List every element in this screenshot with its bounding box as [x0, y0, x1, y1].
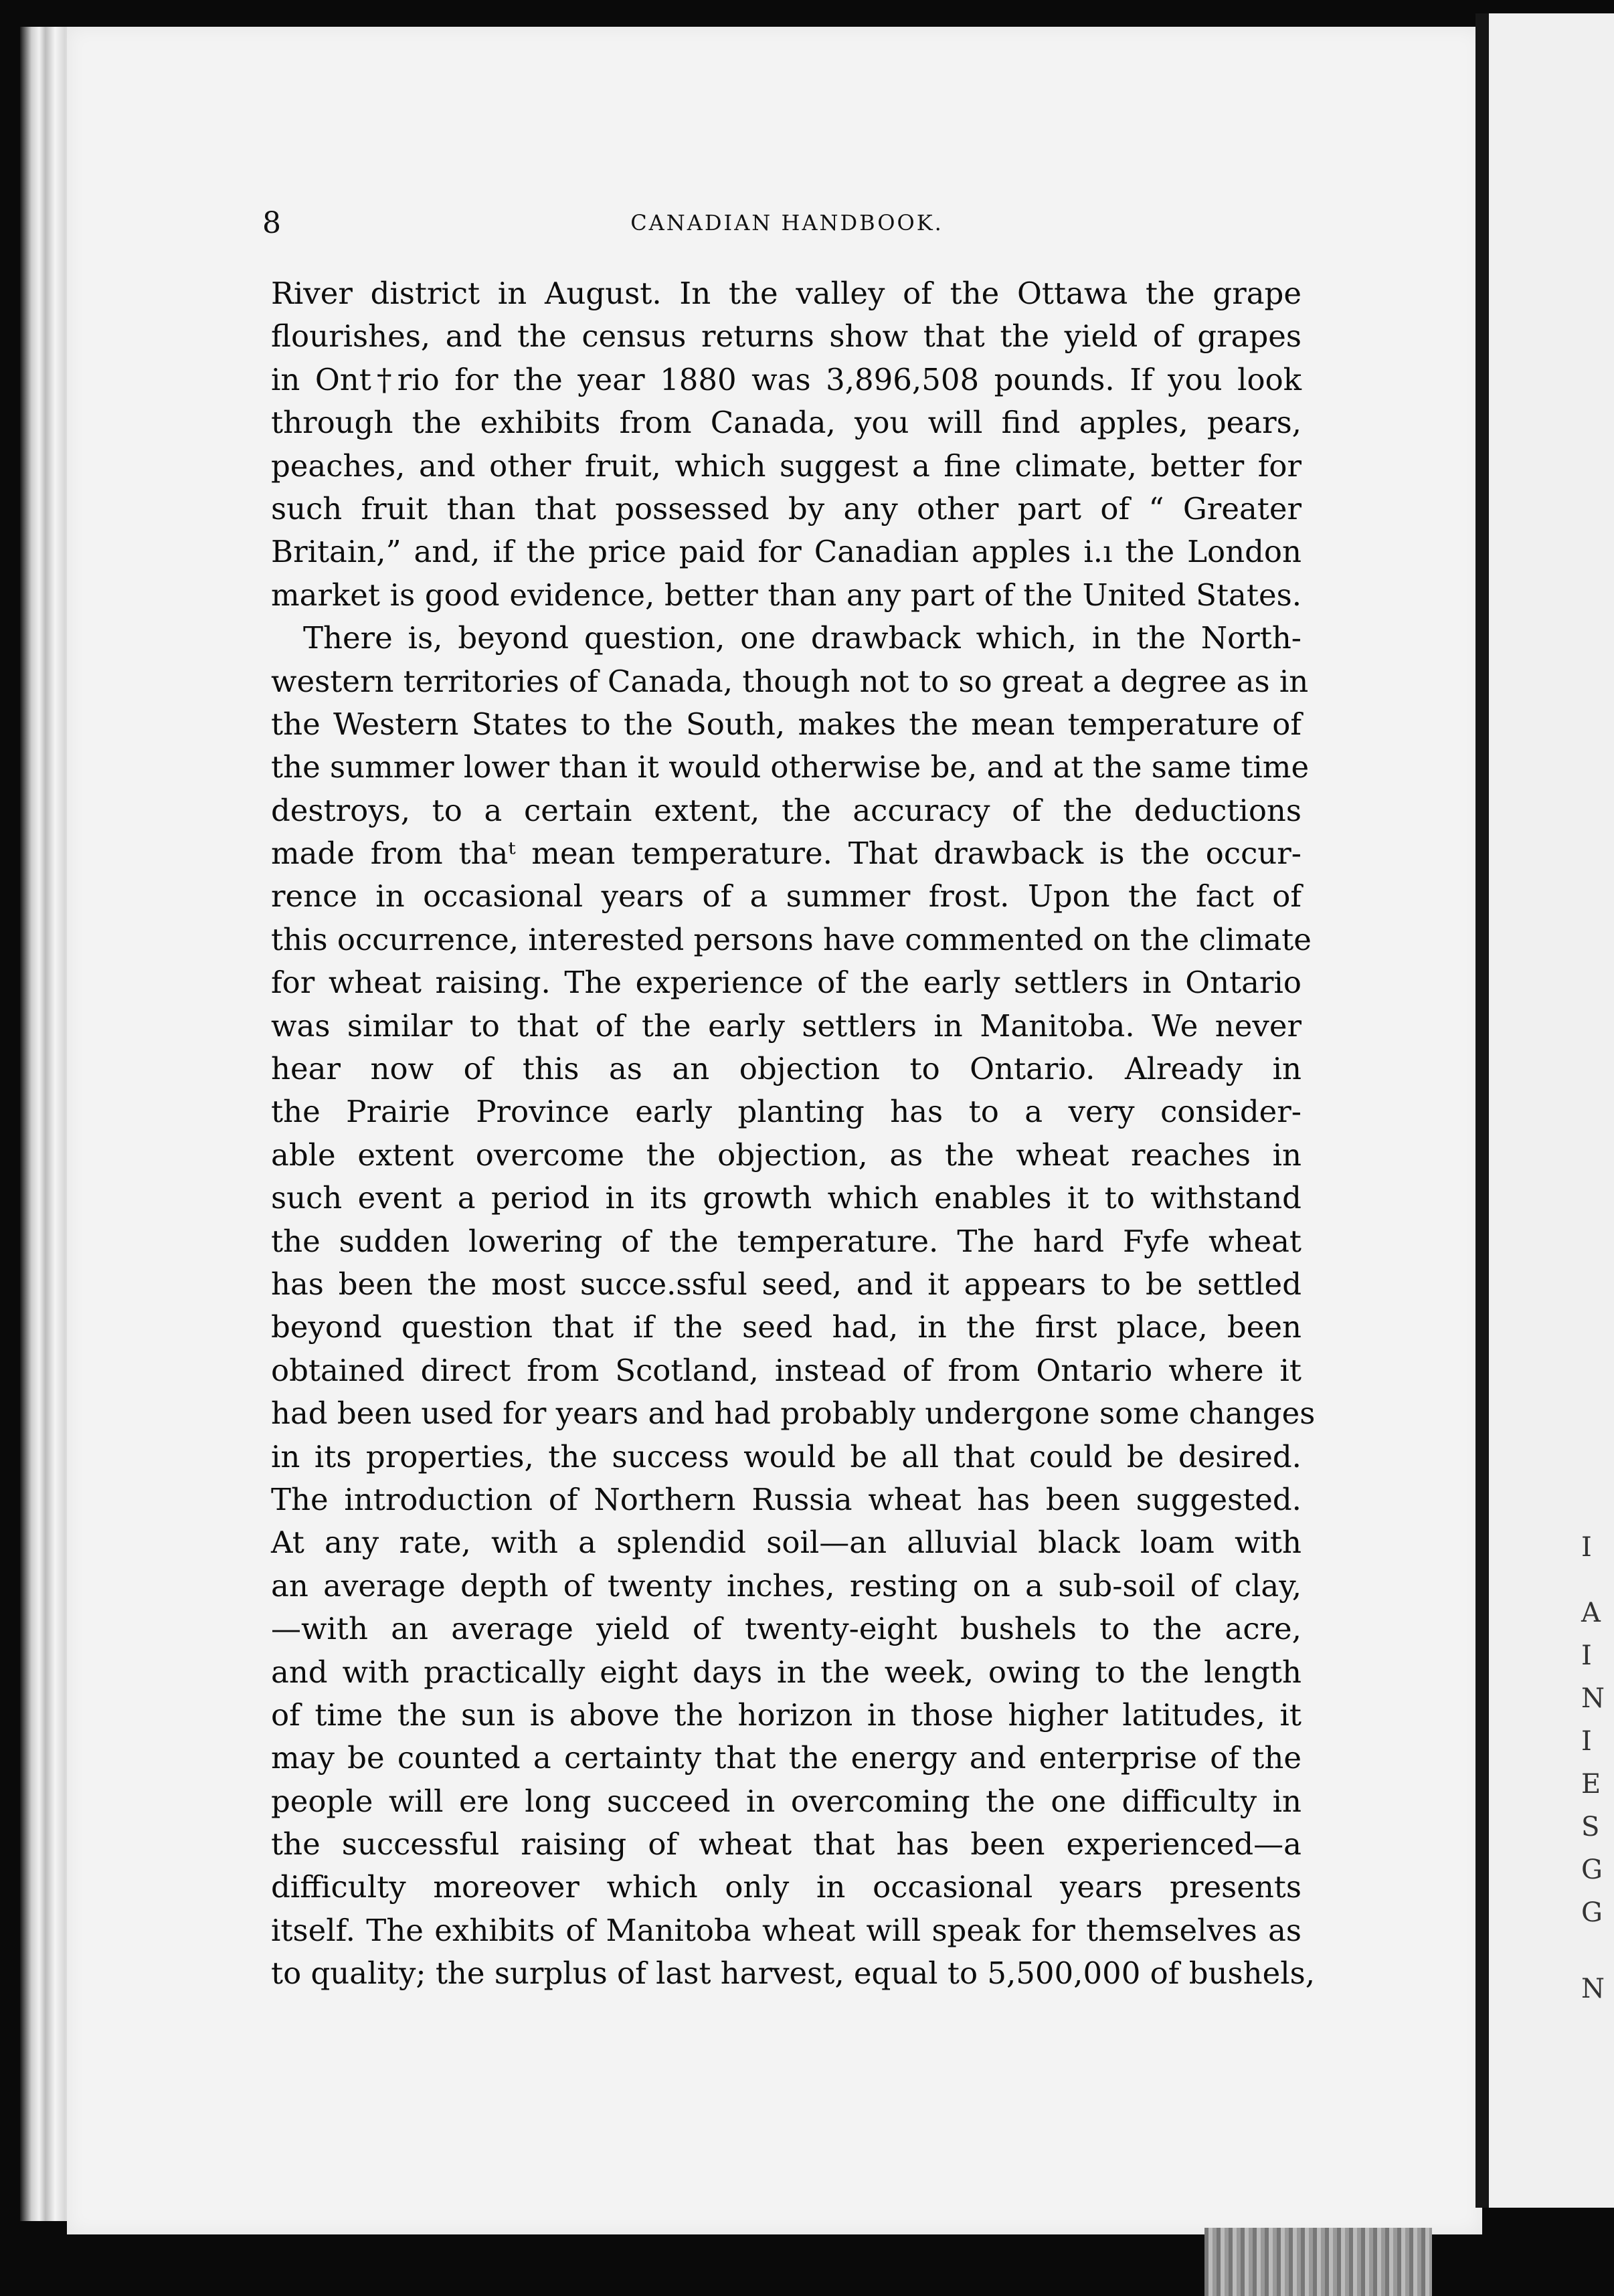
text-line: people will ere long succeed in overcoming the one difficulty in: [271, 1783, 1302, 1819]
running-head: CANADIAN HANDBOOK.: [630, 210, 944, 235]
text-line: able extent overcome the objection, as the wheat reaches in: [271, 1137, 1302, 1173]
text-line: of time the sun is above the horizon in those higher latitudes, it: [271, 1697, 1302, 1733]
text-line: destroys, to a certain extent, the accuracy of the deductions: [271, 792, 1302, 828]
text-line: At any rate, with a splendid soil—an alluvial black loam with: [271, 1525, 1302, 1561]
text-line: this occurrence, interested persons have commented on the climate: [271, 921, 1312, 957]
facing-page-letter: N: [1581, 1974, 1605, 2004]
text-line: The introduction of Northern Russia wheat has been suggested.: [271, 1481, 1302, 1517]
text-line: made from thaᵗ mean temperature. That drawback is the occur-: [271, 836, 1302, 872]
text-line: western territories of Canada, though not to so great a degree as in: [271, 663, 1309, 699]
text-line: the summer lower than it would otherwise be, and at the same time: [271, 749, 1310, 785]
facing-page-letter: E: [1581, 1769, 1601, 1800]
facing-page-letter: I: [1581, 1640, 1592, 1671]
text-line: was similar to that of the early settlers in Manitoba. We never: [271, 1008, 1302, 1044]
text-line: the Western States to the South, makes the mean temperature of: [271, 706, 1302, 742]
page-header: [262, 206, 1312, 240]
text-line: beyond question that if the seed had, in the first place, been: [271, 1309, 1302, 1345]
text-line: an average depth of twenty inches, resting on a sub-soil of clay,: [271, 1567, 1302, 1604]
text-line: for wheat raising. The experience of the early settlers in Ontario: [271, 965, 1302, 1001]
facing-page-letter: S: [1581, 1812, 1600, 1842]
text-line: flourishes, and the census returns show that the yield of grapes: [271, 318, 1302, 355]
text-line: and with practically eight days in the week, owing to the length: [271, 1654, 1302, 1690]
text-line: difficulty moreover which only in occasional years presents: [271, 1869, 1302, 1905]
text-line: such event a period in its growth which enables it to withstand: [271, 1180, 1302, 1216]
text-line: may be counted a certainty that the energy and enterprise of the: [271, 1740, 1302, 1776]
text-line: peaches, and other fruit, which suggest a fine climate, better for: [271, 448, 1302, 484]
text-line: market is good evidence, better than any part of the United States.: [271, 577, 1302, 613]
facing-page-letter: A: [1581, 1598, 1601, 1628]
facing-page-letter: N: [1581, 1683, 1605, 1714]
body-text: [271, 272, 1316, 1996]
text-line: itself. The exhibits of Manitoba wheat will speak for themselves as: [271, 1912, 1302, 1948]
text-line: Britain,” and, if the price paid for Canadian apples i.ı the London: [271, 534, 1302, 570]
text-line: has been the most succe.ssful seed, and it appears to be settled: [271, 1266, 1302, 1302]
text-line: There is, beyond question, one drawback which, in the North-: [303, 620, 1302, 656]
text-line: to quality; the surplus of last harvest, equal to 5,500,000 of bushels,: [271, 1955, 1316, 1992]
facing-page-letter: G: [1581, 1897, 1603, 1928]
text-line: in its properties, the success would be all that could be desired.: [271, 1438, 1302, 1474]
text-line: such fruit than that possessed by any other part of “ Greater: [271, 490, 1302, 527]
facing-page-letter: G: [1581, 1854, 1603, 1885]
text-line: obtained direct from Scotland, instead of from Ontario where it: [271, 1352, 1302, 1388]
text-line: hear now of this as an objection to Ontario. Already in: [271, 1051, 1302, 1087]
text-line: the Prairie Province early planting has to a very consider-: [271, 1094, 1302, 1130]
text-line: River district in August. In the valley of the Ottawa the grape: [271, 276, 1302, 311]
binding-cloth: [1204, 2228, 1432, 2296]
text-line: through the exhibits from Canada, you will find apples, pears,: [271, 405, 1302, 441]
text-line: the successful raising of wheat that has been experienced—a: [271, 1826, 1302, 1862]
text-line: the sudden lowering of the temperature. The hard Fyfe wheat: [271, 1223, 1302, 1259]
text-line: rence in occasional years of a summer frost. Upon the fact of: [271, 878, 1302, 915]
text-line: had been used for years and had probably undergone some changes: [271, 1396, 1316, 1432]
facing-page-letter: I: [1581, 1726, 1592, 1757]
text-line: in Ont†rio for the year 1880 was 3,896,508 pounds. If you look: [271, 361, 1302, 397]
text-line: —with an average yield of twenty-eight bushels to the acre,: [271, 1611, 1302, 1647]
facing-page-edge: [1475, 13, 1614, 2208]
page-number: 8: [262, 206, 281, 240]
facing-page-letter: I: [1581, 1532, 1592, 1563]
